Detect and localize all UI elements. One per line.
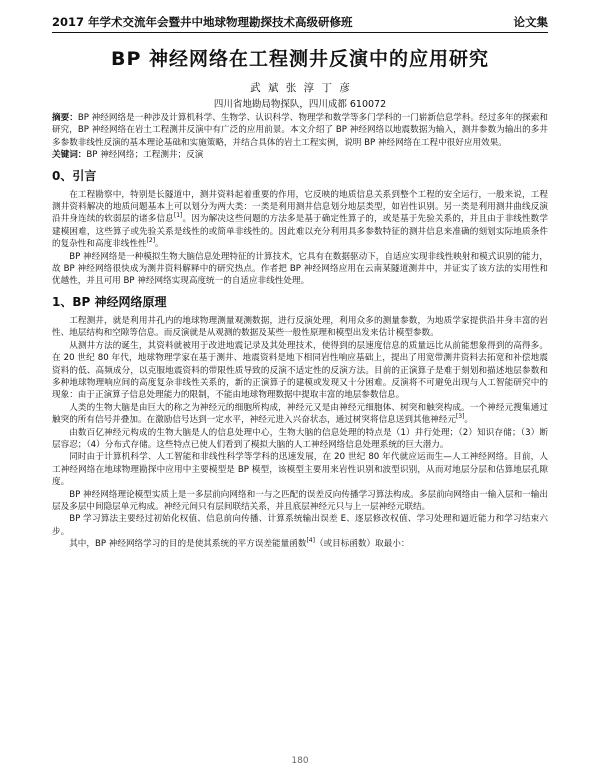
paragraph: BP 学习算法主要经过初始化权值、信息前向传播、计算系统输出误差 E、逐层修改权值、学习处理和逼近能力和学习结束六步。 <box>52 514 548 537</box>
citation-1: [1] <box>173 212 183 220</box>
abstract-text: BP 神经网络是一种涉及计算机科学、生物学、认识科学、物理学和数学等多门学科的一门崭新信息学科。经过多年的探索和研究，BP 神经网络在岩土工程测井反演中有广泛的应用前景。本文介绍了 BP 神经网络以地震数据为输入，测井参数为输出的多井多参数非线性反演的基本理论基础和实施策略，并结合具体的岩土工程实例，说明 BP 神经网络在工程中很好应用效果。 <box>52 113 548 148</box>
paragraph: 工程测井，就是利用井孔内的地球物理测量观测数据，进行反演处理，利用众多的测量参数，为地质学家提供沿井身丰富的岩性、地层结构和空隙等信息。而反演就是从观测的数据及某些一般性原理和模型出发来估计模型参数。 <box>52 315 548 339</box>
text-run: 在工程勘察中，特别是长隧道中，测井资料起着重要的作用，它反映的地质信息关系到整个工程的安全运行，一般来说，工程测井资料解决的地质问题基本上可以划分为两大类：一类是利用测井信息划分地层类型，如岩性识别。另一类是利用测井曲线反演沿井身连续的软弱层的诸多信息 <box>52 189 548 225</box>
page-number: 180 <box>291 756 309 766</box>
paper-body <box>52 112 548 551</box>
citation-2: [2] <box>146 237 156 245</box>
paragraph: 同时由于计算机科学、人工智能和非线性科学等学科的迅速发展，在 20 世纪 80 年代就应运而生—人工神经网络。目前，人工神经网络在地球物理勘探中应用中主要模型是 BP 模型，该模型主要用来岩性识别和波型识别，从而对地层分层和估算地层孔隙度。 <box>52 452 548 488</box>
paragraph <box>52 538 548 550</box>
section-heading-intro: 0、引言 <box>52 168 97 183</box>
text-run: 。因为解决这些问题的方法多是基于确定性算子的，或是基于先验关系的，并且由于非线性数学建模困难，这些算子或先验关系是线性的或简单非线性的。因此难以充分利用具多参数特征的测井信息来准确的刻划实际地质条件的复杂性和高度非线性性 <box>52 214 548 250</box>
abstract-label: 摘要： <box>52 113 78 123</box>
authors: 武 斌 张 淳 丁 彦 <box>250 82 350 94</box>
paragraph <box>52 402 548 427</box>
text-run: 人类的生物大脑是由巨大的称之为神经元的细胞所构成，神经元又是由神经元细胞体、树突和触突构成。一个神经元搜集通过触突的所有信号并叠加。在激励信号达到一定水平，神经元进入兴奋状态，通过树突将信息送到其他神经元 <box>52 402 548 426</box>
abstract <box>52 112 548 149</box>
header-collection: 论文集 <box>513 15 548 29</box>
header-rule <box>52 32 548 33</box>
running-header <box>52 10 548 30</box>
paragraph: 由数百亿神经元构成的生物大脑是人的信息处理中心，生物大脑的信息处理的特点是（1）并行处理；（2）知识存储；（3）断层容忍；（4）分布式存储。这些特点已使人们看到了模拟大脑的人工神经网络信息处理系统的巨大潜力。 <box>52 427 548 450</box>
paragraph: BP 神经网络理论模型实质上是一多层前向网络和一与之匹配的误差反向传播学习算法构成。多层前向网络由一输入层和一输出层及多层中间隐层单元构成。神经元间只有层间联结关系，并且底层神经元只与上一层神经元联结。 <box>52 489 548 512</box>
paragraph <box>52 189 548 251</box>
keywords <box>52 149 548 161</box>
text-run: 。 <box>464 415 474 426</box>
text-run: 其中，BP 神经网络学习的目的是使其系统的平方误差能量函数 <box>69 539 307 550</box>
paragraph: 从测井方法的诞生，其资料就被用于改进地震记录及其处理技术，使得到的层速度信息的质量远比从前能想象得到的高得多。在 20 世纪 80 年代，地球物理学家在基于测井、地震资料是地下相同岩性响应基础上，提出了用宽带测井资料去拓宽和补偿地震资料的低、高频成分，以克服地震资料的带限性质导致的反演不适定性的反演方法。目前的正演算子是难于刻划和描述地层参数和多种地球物理响应间的高度复杂非线性关系的，新的正演算子的建模或发现又十分困难。反演将不可避免出现与人工智能研究中的现象：由于正演算子信息处理能力的限制，不能由地球物理数据中提取丰富的地层参数信息。 <box>52 340 548 401</box>
text-run: （或目标函数）取最小： <box>314 539 410 550</box>
keywords-label: 关键词： <box>52 150 87 161</box>
paper-title: BP 神经网络在工程测井反演中的应用研究 <box>110 48 490 70</box>
keywords-text: BP 神经网络；工程测井；反演 <box>86 150 204 161</box>
citation-4: [4] <box>306 537 315 545</box>
citation-3: [3] <box>455 413 465 421</box>
header-conference: 2017 年学术交流年会暨井中地球物理勘探技术高级研修班 <box>52 15 353 29</box>
section-heading-principle: 1、BP 神经网络原理 <box>52 294 167 309</box>
affiliation: 四川省地勘局物探队，四川成都 610072 <box>213 99 387 110</box>
paragraph: BP 神经网络是一种模拟生物大脑信息处理特征的计算技术，它具有在数据驱动下，自适应实现非线性映射和模式识别的能力，故 BP 神经网络很快成为测井资料解释中的研究热点。作者把 BP 神经网络应用在云南某隧道测井中，并证实了该方法的实用性和优越性，并且可用 BP 神经网络实现高度统一的自适应非线性处理。 <box>52 251 548 287</box>
text-run: 。 <box>155 239 164 250</box>
